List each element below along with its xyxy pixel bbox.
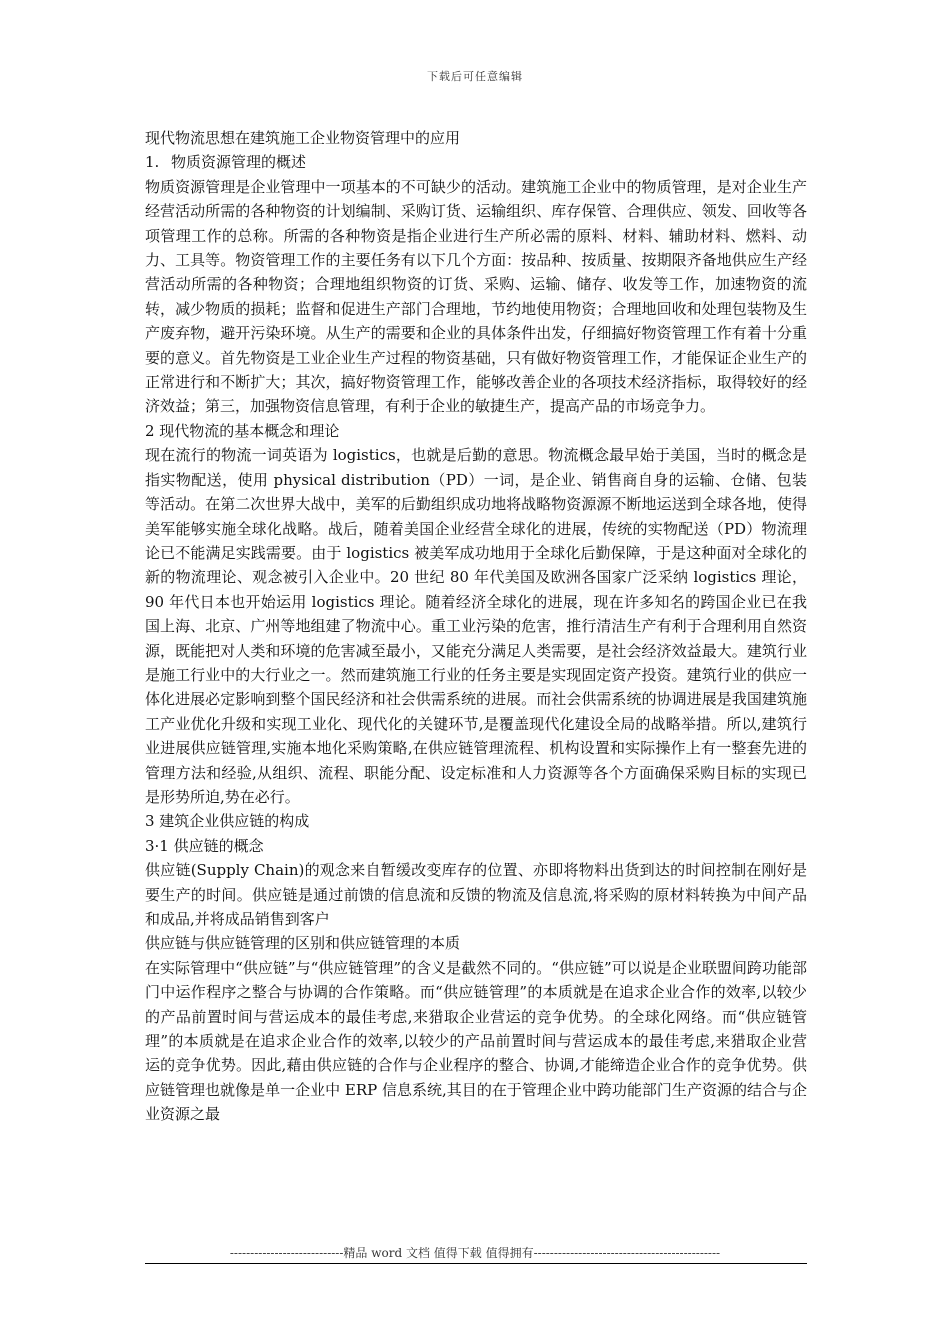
section-1-number: 1. <box>145 153 160 172</box>
section-1-paragraph: 物质资源管理是企业管理中一项基本的不可缺少的活动。建筑施工企业中的物质管理，是对企业生产经营活动所需的各种物资的计划编制、采购订货、运输组织、库存保管、合理供应、领发、回收等各项管理工作的总称。所需的各种物资是指企业进行生产所必需的原料、材料、辅助材料、燃料、动力、工具等。物资管理工作的主要任务有以下几个方面：按品种、按质量、按期限齐备地供应生产经营活动所需的各种物资；合理地组织物资的订货、采购、运输、储存、收发等工作，加速物资的流转，减少物质的损耗；监督和促进生产部门合理地，节约地使用物资；合理地回收和处理包装物及生产废弃物，避开污染环境。从生产的需要和企业的具体条件出发，仔细搞好物资管理工作有着十分重要的意义。首先物资是工业企业生产过程的物资基础，只有做好物资管理工作，才能保证企业生产的正常进行和不断扩大；其次，搞好物资管理工作，能够改善企业的各项技术经济指标，取得较好的经济效益；第三，加强物资信息管理，有利于企业的敏捷生产，提高产品的市场竞争力。 <box>145 177 807 416</box>
section-1-heading-text: 物质资源管理的概述 <box>171 153 307 172</box>
page-header: 下载后可任意编辑 <box>427 70 523 83</box>
section-2-heading: 2 现代物流的基本概念和理论 <box>145 421 340 440</box>
section-3-2-heading: 供应链与供应链管理的区别和供应链管理的本质 <box>145 934 461 953</box>
section-2-paragraph: 现在流行的物流一词英语为 logistics，也就是后勤的意思。物流概念最早始于美国，当时的概念是指实物配送，使用 physical distribution（PD）一词，是企业、销售商自身的运输、仓储、包装等活动。在第二次世界大战中，美军的后勤组织成功地将战略物资源源不断地运送到全球各地，使得美军能够实施全球化战略。战后，随着美国企业经营全球化的进展，传统的实物配送（PD）物流理论已不能满足实践需要。由于 logistics 被美军成功地用于全球化后勤保障，于是这种面对全球化的新的物流理论、观念被引入企业中。20 世纪 80 年代美国及欧洲各国家广泛采纳 logistics 理论，90 年代日本也开始运用 logistics 理论。随着经济全球化的进展，现在许多知名的跨国企业已在我国上海、北京、广州等地组建了物流中心。重工业污染的危害，推行清洁生产有利于合理利用自然资源，既能把对人类和环境的危害减至最小，又能充分满足人类需要，是社会经济效益最大。建筑行业是施工行业中的大行业之一。然而建筑施工行业的任务主要是实现固定资产投资。建筑行业的供应一体化进展必定影响到整个国民经济和社会供需系统的进展。而社会供需系统的协调进展是我国建筑施工产业优化升级和实现工业化、现代化的关键环节,是覆盖现代化建设全局的战略举措。所以,建筑行业进展供应链管理,实施本地化采购策略,在供应链管理流程、机构设置和实际操作上有一整套先进的管理方法和经验,从组织、流程、职能分配、设定标准和人力资源等各个方面确保采购目标的实现已是形势所迫,势在必行。 <box>145 446 807 806</box>
page-footer: ----------------------------精品 word 文档 值得下载 值得拥有---------------------------------------------- <box>229 1246 721 1260</box>
footer-divider <box>145 1263 807 1264</box>
document-body <box>145 126 807 1127</box>
section-3-1-paragraph: 供应链(Supply Chain)的观念来自暂缓改变库存的位置、亦即将物料出货到达的时间控制在刚好是要生产的时间。供应链是通过前馈的信息流和反馈的物流及信息流,将采购的原材料转换为中间产品和成品,并将成品销售到客户 <box>145 861 807 928</box>
document-title: 现代物流思想在建筑施工企业物资管理中的应用 <box>145 129 461 147</box>
section-3-heading: 3 建筑企业供应链的构成 <box>145 812 310 831</box>
section-3-2-paragraph: 在实际管理中“供应链”与“供应链管理”的含义是截然不同的。“供应链”可以说是企业联盟间跨功能部门中运作程序之整合与协调的合作策略。而“供应链管理”的本质就是在追求企业合作的效率,以较少的产品前置时间与营运成本的最佳考虑,来猎取企业营运的竞争优势。的全球化网络。而“供应链管理”的本质就是在追求企业合作的效率,以较少的产品前置时间与营运成本的最佳考虑,来猎取企业营运的竞争优势。因此,藉由供应链的合作与企业程序的整合、协调,才能缔造企业合作的竞争优势。供应链管理也就像是单一企业中 ERP 信息系统,其目的在于管理企业中跨功能部门生产资源的结合与企业资源之最 <box>145 958 807 1124</box>
section-1-heading <box>145 150 807 174</box>
section-3-1-heading: 3·1 供应链的概念 <box>145 836 264 855</box>
